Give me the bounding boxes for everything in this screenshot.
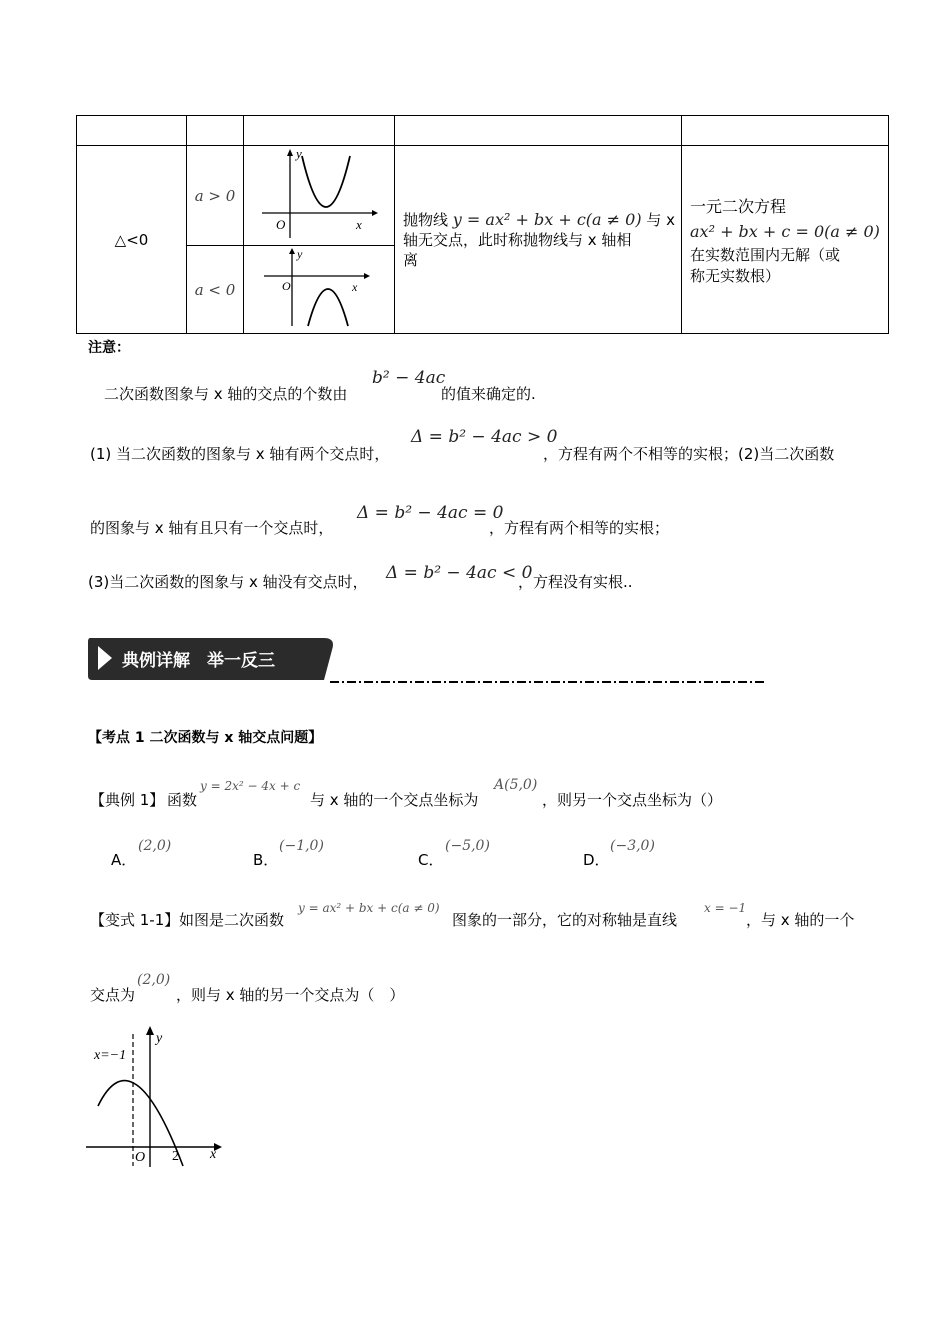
a-positive-condition: a > 0 (194, 186, 236, 205)
table-header-row (77, 116, 889, 146)
note-line-4-text-a: (3)当二次函数的图象与 x 轴没有交点时， (88, 573, 368, 591)
description-suffix-1: 与 x (646, 210, 675, 229)
graph-origin-label: O (282, 279, 291, 293)
description-cell (395, 146, 682, 334)
delta-cell (77, 146, 187, 334)
example-1-text-b: 与 x 轴的一个交点坐标为 (310, 791, 479, 809)
note-line-2-text-b: ，方程有两个不相等的实根；(2)当二次函数 (543, 445, 835, 463)
figure-tick-2: 2 (172, 1149, 179, 1164)
note-line-3-formula: Δ = b² − 4ac = 0 (357, 503, 504, 523)
note-line-1 (104, 383, 347, 404)
graph-x-label: x (356, 217, 362, 232)
description-line-1 (403, 210, 675, 230)
note-line-4-text-b: ，方程没有实根.. (518, 573, 633, 591)
banner-text: 典例详解 举一反三 (122, 651, 275, 671)
variant-1-text-c: ，与 x 轴的一个 (746, 911, 855, 929)
a-neg-cell (187, 246, 244, 334)
variant-1-point: (2,0) (137, 972, 171, 988)
equation-cell (682, 146, 889, 334)
a-pos-cell (187, 146, 244, 246)
variant-1-axis: x = −1 (704, 901, 747, 915)
example-1-text-c: ，则另一个交点坐标为（） (542, 791, 723, 809)
option-c-value[interactable]: (−5,0) (445, 838, 490, 854)
a-negative-condition: a < 0 (194, 280, 236, 299)
header-cell (244, 116, 395, 146)
variant-1-text-b: 图象的一部分，它的对称轴是直线 (452, 911, 678, 929)
header-cell (77, 116, 187, 146)
description-line-3: 离 (403, 250, 419, 269)
variant-1-line2-b: ，则与 x 轴的另一个交点为（ ） (176, 986, 405, 1004)
option-b-letter[interactable]: B． (253, 851, 279, 869)
header-cell (395, 116, 682, 146)
option-b-value[interactable]: (−1,0) (279, 838, 324, 854)
graph-y-label: y (296, 146, 302, 161)
header-cell (187, 116, 244, 146)
figure-origin-label: O (135, 1150, 146, 1165)
note-line-1-formula: b² − 4ac (372, 368, 446, 388)
note-line-2-text-a: (1) 当二次函数的图象与 x 轴有两个交点时， (90, 445, 390, 463)
option-c-letter[interactable]: C． (418, 851, 444, 869)
graph-origin-label: O (276, 217, 286, 232)
upward-parabola-graph (244, 146, 394, 245)
note-line-1-text-a: 二次函数图象与 x 轴的交点的个数由 (104, 385, 348, 403)
description-prefix: 抛物线 (403, 210, 449, 229)
description-formula: y = ax² + bx + c(a ≠ 0) (452, 209, 642, 229)
parabola-figure (86, 1024, 236, 1174)
figure-x-label: x (210, 1147, 217, 1162)
note-line-3-text-a: 的图象与 x 轴有且只有一个交点时， (90, 519, 334, 537)
example-1-label: 【典例 1】 (90, 791, 165, 809)
option-d-value[interactable]: (−3,0) (610, 838, 655, 854)
graph-up-cell (244, 146, 395, 246)
section-title: 【考点 1 二次函数与 x 轴交点问题】 (88, 730, 323, 746)
table-row (77, 146, 889, 246)
option-a-value[interactable]: (2,0) (138, 838, 172, 854)
header-cell (682, 116, 889, 146)
example-1-text-a: 函数 (167, 791, 198, 809)
graph-down-cell (244, 246, 395, 334)
example-1-point: A(5,0) (494, 777, 538, 793)
graph-y-label: y (297, 247, 303, 261)
note-heading: 注意： (88, 340, 130, 356)
property-table (76, 115, 889, 334)
equation-title: 一元二次方程 (690, 196, 787, 216)
graph-x-label: x (352, 280, 358, 294)
note-line-4-formula: Δ = b² − 4ac < 0 (386, 563, 533, 583)
figure-axis-label: x=−1 (94, 1048, 127, 1063)
delta-condition: △<0 (114, 230, 149, 249)
variant-1-text-a: 如图是二次函数 (179, 911, 285, 929)
option-a-letter[interactable]: A． (111, 851, 137, 869)
variant-1-line2-a: 交点为 (90, 986, 136, 1004)
equation-formula: ax² + bx + c = 0(a ≠ 0) (690, 221, 880, 241)
note-line-2-formula: Δ = b² − 4ac > 0 (411, 427, 558, 447)
figure-y-label: y (156, 1031, 163, 1046)
variant-1-label: 【变式 1-1】 (90, 911, 180, 929)
example-1-formula: y = 2x² − 4x + c (200, 779, 301, 793)
equation-text-1: 在实数范围内无解（或 (690, 245, 841, 264)
note-line-3-text-b: ，方程有两个相等的实根； (489, 519, 670, 537)
section-banner (86, 636, 776, 688)
equation-text-2: 称无实数根） (690, 266, 781, 285)
variant-1-formula: y = ax² + bx + c(a ≠ 0) (298, 901, 440, 915)
downward-parabola-graph (244, 246, 394, 333)
option-d-letter[interactable]: D． (583, 851, 610, 869)
note-line-1-text-b: 的值来确定的. (441, 385, 536, 403)
description-line-2: 轴无交点，此时称抛物线与 x 轴相 (403, 230, 632, 249)
